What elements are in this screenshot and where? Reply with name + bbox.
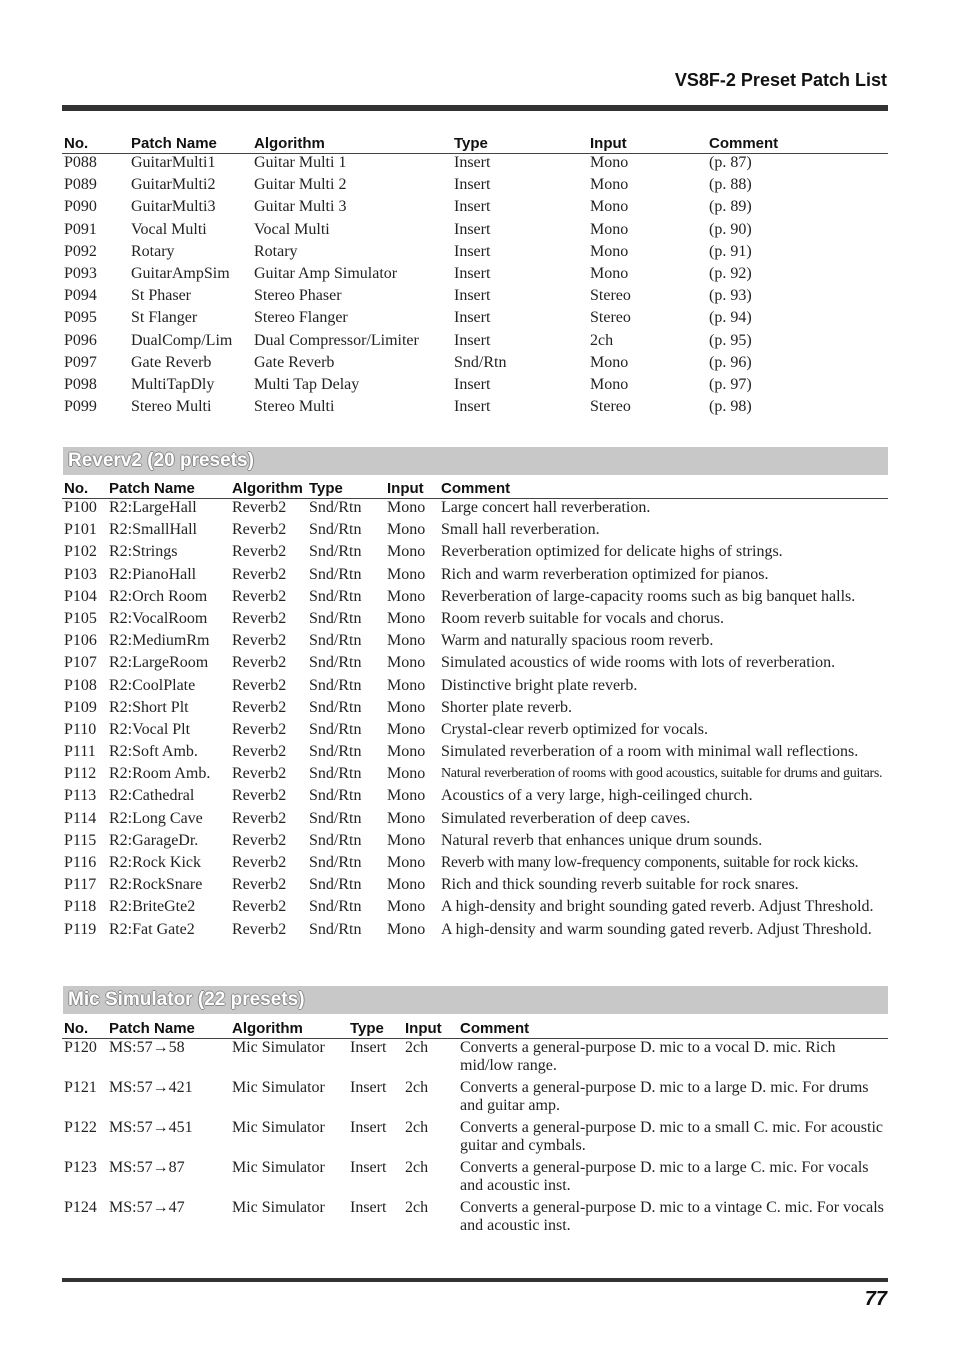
cell-comment: A high-density and bright sounding gated reverb. Adjust Threshold.: [441, 898, 874, 916]
cell-algorithm: Guitar Multi 2: [254, 176, 347, 194]
cell-algorithm: Dual Compressor/Limiter: [254, 331, 419, 349]
cell-algorithm: Mic Simulator: [232, 1159, 325, 1176]
cell-type: Snd/Rtn: [309, 521, 362, 539]
cell-no: P109: [64, 698, 97, 716]
cell-comment: (p. 98): [709, 398, 752, 416]
cell-algorithm: Reverb2: [232, 543, 287, 561]
cell-algorithm: Vocal Multi: [254, 220, 330, 238]
cell-no: P104: [64, 587, 97, 605]
cell-patch-name: R2:Rock Kick: [109, 854, 201, 871]
cell-input: Mono: [387, 920, 426, 938]
cell-type: Snd/Rtn: [309, 698, 362, 716]
cell-no: P116: [64, 854, 97, 871]
cell-input: Mono: [387, 898, 426, 916]
table-row: [62, 610, 888, 632]
cell-comment: Distinctive bright plate reverb.: [441, 676, 638, 694]
cell-type: Snd/Rtn: [309, 743, 362, 761]
cell-patch-name: Stereo Multi: [131, 398, 212, 416]
cell-comment: Large concert hall reverberation.: [441, 499, 651, 516]
cell-input: Mono: [387, 720, 426, 738]
cell-no: P112: [64, 765, 97, 783]
cell-patch-name: R2:Short Plt: [109, 698, 189, 716]
cell-algorithm: Reverb2: [232, 521, 287, 539]
cell-input: Mono: [590, 264, 629, 282]
table-row: [62, 221, 888, 243]
cell-no: P094: [64, 287, 97, 305]
cell-type: Insert: [350, 1119, 387, 1136]
cell-input: Mono: [387, 765, 426, 783]
cell-input: 2ch: [590, 331, 614, 349]
cell-type: Insert: [350, 1079, 387, 1096]
cell-no: P099: [64, 398, 97, 416]
cell-algorithm: Guitar Multi 3: [254, 198, 347, 216]
cell-no: P096: [64, 331, 97, 349]
cell-comment: Small hall reverberation.: [441, 521, 600, 539]
cell-no: P105: [64, 609, 97, 627]
cell-algorithm: Reverb2: [232, 876, 287, 894]
cell-type: Insert: [454, 176, 491, 194]
cell-no: P091: [64, 220, 97, 238]
cell-comment: Reverberation optimized for delicate highs of strings.: [441, 543, 783, 561]
cell-comment: Converts a general-purpose D. mic to a large C. mic. For vocals and acoustic inst.: [460, 1159, 869, 1194]
cell-algorithm: Stereo Multi: [254, 398, 335, 416]
cell-no: P118: [64, 898, 97, 916]
cell-type: Snd/Rtn: [309, 543, 362, 561]
cell-patch-name: St Phaser: [131, 287, 191, 305]
patch-table-reverb2: [62, 478, 888, 943]
cell-type: Insert: [350, 1199, 387, 1216]
cell-input: Mono: [387, 499, 426, 516]
cell-comment: Warm and naturally spacious room reverb.: [441, 632, 714, 650]
cell-patch-name: GuitarAmpSim: [131, 264, 230, 282]
cell-algorithm: Mic Simulator: [232, 1119, 325, 1136]
cell-algorithm: Reverb2: [232, 609, 287, 627]
cell-patch-name: R2:Orch Room: [109, 587, 208, 605]
cell-no: P120: [64, 1039, 97, 1056]
table-row: [62, 898, 888, 920]
table-row: [62, 1119, 888, 1159]
table-row: [62, 398, 888, 420]
cell-algorithm: Mic Simulator: [232, 1039, 325, 1056]
table-row: [62, 1079, 888, 1119]
cell-patch-name: R2:RockSnare: [109, 876, 203, 894]
cell-input: 2ch: [405, 1159, 429, 1176]
cell-no: P095: [64, 309, 97, 327]
cell-patch-name: MS:57→58: [109, 1039, 185, 1056]
cell-patch-name: R2:MediumRm: [109, 632, 210, 650]
table-row: [62, 699, 888, 721]
table-row: [62, 854, 888, 876]
cell-comment: Simulated reverberation of a room with minimal wall reflections.: [441, 743, 859, 761]
cell-comment: Converts a general-purpose D. mic to a vocal D. mic. Rich mid/low range.: [460, 1039, 836, 1074]
cell-no: P103: [64, 565, 97, 583]
cell-patch-name: MS:57→47: [109, 1199, 185, 1216]
cell-patch-name: R2:Strings: [109, 543, 178, 561]
column-header-input: Input: [588, 133, 707, 154]
cell-input: Mono: [387, 809, 426, 827]
column-header-patch-name: Patch Name: [107, 478, 230, 499]
table-row: [62, 921, 888, 943]
cell-patch-name: R2:Soft Amb.: [109, 743, 198, 761]
cell-input: 2ch: [405, 1119, 429, 1136]
cell-patch-name: R2:LargeHall: [109, 499, 197, 516]
cell-no: P098: [64, 375, 97, 393]
table-header-row: [62, 1018, 888, 1039]
table-row: [62, 632, 888, 654]
cell-no: P102: [64, 543, 97, 561]
section-header-reverb2: [63, 447, 888, 475]
cell-input: 2ch: [405, 1039, 429, 1056]
cell-algorithm: Reverb2: [232, 809, 287, 827]
page-number: 77: [864, 1288, 887, 1310]
cell-type: Snd/Rtn: [309, 565, 362, 583]
cell-no: P119: [64, 920, 97, 938]
cell-patch-name: MS:57→421: [109, 1079, 193, 1096]
cell-patch-name: Rotary: [131, 242, 175, 260]
cell-comment: (p. 93): [709, 287, 752, 305]
cell-type: Insert: [454, 398, 491, 416]
cell-type: Snd/Rtn: [309, 676, 362, 694]
cell-input: Mono: [387, 854, 426, 871]
cell-comment: Natural reverb that enhances unique drum sounds.: [441, 831, 763, 849]
table-row: [62, 876, 888, 898]
column-header-type: Type: [348, 1018, 403, 1039]
table-header-row: [62, 478, 888, 499]
cell-patch-name: R2:SmallHall: [109, 521, 197, 539]
cell-no: P114: [64, 809, 97, 827]
cell-comment: (p. 90): [709, 220, 752, 238]
cell-input: Mono: [387, 743, 426, 761]
cell-no: P123: [64, 1159, 97, 1176]
cell-algorithm: Multi Tap Delay: [254, 375, 360, 393]
cell-comment: Room reverb suitable for vocals and chorus.: [441, 609, 725, 627]
cell-input: Mono: [387, 565, 426, 583]
cell-patch-name: R2:Fat Gate2: [109, 920, 195, 938]
cell-input: Mono: [387, 521, 426, 539]
cell-patch-name: R2:VocalRoom: [109, 609, 208, 627]
cell-no: P089: [64, 176, 97, 194]
table-row: [62, 765, 888, 787]
cell-comment: Crystal-clear reverb optimized for vocals.: [441, 720, 708, 738]
cell-algorithm: Rotary: [254, 242, 298, 260]
cell-input: Mono: [590, 154, 629, 171]
table-row: [62, 154, 888, 177]
cell-type: Insert: [454, 309, 491, 327]
cell-algorithm: Reverb2: [232, 898, 287, 916]
cell-comment: Rich and thick sounding reverb suitable for rock snares.: [441, 876, 799, 894]
cell-no: P110: [64, 720, 97, 738]
cell-no: P115: [64, 831, 97, 849]
cell-algorithm: Reverb2: [232, 787, 287, 805]
table-row: [62, 543, 888, 565]
section-title: Mic Simulator (22 presets): [68, 989, 305, 1010]
cell-algorithm: Mic Simulator: [232, 1079, 325, 1096]
cell-input: Stereo: [590, 398, 631, 416]
cell-patch-name: DualComp/Lim: [131, 331, 233, 349]
cell-algorithm: Guitar Amp Simulator: [254, 264, 398, 282]
column-header-algorithm: Algorithm: [252, 133, 452, 154]
top-rule: [62, 105, 888, 111]
column-header-no: No.: [62, 478, 107, 499]
cell-comment: Shorter plate reverb.: [441, 698, 573, 716]
table-row: [62, 743, 888, 765]
cell-algorithm: Mic Simulator: [232, 1199, 325, 1216]
cell-input: Stereo: [590, 309, 631, 327]
cell-algorithm: Reverb2: [232, 565, 287, 583]
column-header-no: No.: [62, 133, 129, 154]
cell-comment: (p. 92): [709, 264, 752, 282]
column-header-comment: Comment: [707, 133, 888, 154]
cell-input: Mono: [590, 176, 629, 194]
column-header-patch-name: Patch Name: [107, 1018, 230, 1039]
cell-comment: (p. 94): [709, 309, 752, 327]
cell-patch-name: GuitarMulti3: [131, 198, 216, 216]
table-row: [62, 588, 888, 610]
table-header-row: [62, 133, 888, 154]
cell-no: P111: [64, 743, 96, 761]
table-row: [62, 376, 888, 398]
cell-algorithm: Guitar Multi 1: [254, 154, 347, 171]
cell-type: Snd/Rtn: [309, 876, 362, 894]
cell-type: Insert: [350, 1159, 387, 1176]
cell-patch-name: MS:57→451: [109, 1119, 193, 1136]
bottom-rule: [62, 1278, 888, 1282]
cell-patch-name: R2:CoolPlate: [109, 676, 196, 694]
column-header-patch-name: Patch Name: [129, 133, 252, 154]
column-header-input: Input: [403, 1018, 458, 1039]
patch-table-general: [62, 133, 888, 420]
cell-type: Snd/Rtn: [309, 632, 362, 650]
cell-type: Insert: [454, 242, 491, 260]
table-row: [62, 1159, 888, 1199]
cell-type: Insert: [454, 154, 491, 171]
cell-input: 2ch: [405, 1079, 429, 1096]
table-row: [62, 332, 888, 354]
cell-algorithm: Reverb2: [232, 920, 287, 938]
cell-input: Stereo: [590, 287, 631, 305]
cell-algorithm: Stereo Phaser: [254, 287, 342, 305]
cell-input: Mono: [387, 654, 426, 672]
cell-no: P088: [64, 154, 97, 171]
cell-comment: Converts a general-purpose D. mic to a large D. mic. For drums and guitar amp.: [460, 1079, 869, 1114]
cell-type: Insert: [454, 375, 491, 393]
table-row: [62, 677, 888, 699]
cell-comment: Converts a general-purpose D. mic to a vintage C. mic. For vocals and acoustic inst.: [460, 1199, 884, 1234]
table-row: [62, 654, 888, 676]
column-header-algorithm: Algorithm: [230, 1018, 348, 1039]
cell-comment: (p. 91): [709, 242, 752, 260]
cell-no: P100: [64, 499, 97, 516]
cell-algorithm: Reverb2: [232, 720, 287, 738]
cell-comment: (p. 89): [709, 198, 752, 216]
table-row: [62, 499, 888, 522]
cell-comment: (p. 96): [709, 353, 752, 371]
cell-no: P090: [64, 198, 97, 216]
cell-type: Snd/Rtn: [309, 787, 362, 805]
cell-type: Snd/Rtn: [309, 809, 362, 827]
table-row: [62, 176, 888, 198]
cell-input: Mono: [387, 876, 426, 894]
cell-algorithm: Reverb2: [232, 654, 287, 672]
page-header-title: VS8F-2 Preset Patch List: [674, 70, 887, 90]
cell-comment: A high-density and warm sounding gated reverb. Adjust Threshold.: [441, 920, 872, 938]
cell-input: Mono: [387, 587, 426, 605]
cell-type: Snd/Rtn: [454, 353, 507, 371]
cell-comment: Reverb with many low-frequency components, suitable for rock kicks.: [441, 854, 859, 871]
cell-patch-name: GuitarMulti1: [131, 154, 216, 171]
cell-no: P122: [64, 1119, 97, 1136]
cell-no: P121: [64, 1079, 97, 1096]
table-row: [62, 1199, 888, 1239]
column-header-algorithm: Algorithm: [230, 478, 307, 499]
cell-comment: (p. 95): [709, 331, 752, 349]
cell-patch-name: MultiTapDly: [131, 375, 215, 393]
cell-no: P101: [64, 521, 97, 539]
table-row: [62, 521, 888, 543]
cell-no: P107: [64, 654, 97, 672]
cell-patch-name: Gate Reverb: [131, 353, 212, 371]
cell-no: P124: [64, 1199, 97, 1216]
cell-no: P113: [64, 787, 97, 805]
cell-input: Mono: [387, 698, 426, 716]
table-row: [62, 265, 888, 287]
cell-input: 2ch: [405, 1199, 429, 1216]
cell-patch-name: R2:Cathedral: [109, 787, 195, 805]
cell-no: P117: [64, 876, 97, 894]
table-row: [62, 243, 888, 265]
cell-algorithm: Gate Reverb: [254, 353, 335, 371]
cell-type: Insert: [454, 287, 491, 305]
cell-comment: Simulated reverberation of deep caves.: [441, 809, 691, 827]
cell-algorithm: Reverb2: [232, 765, 287, 783]
column-header-input: Input: [385, 478, 439, 499]
cell-comment: Reverberation of large-capacity rooms such as big banquet halls.: [441, 587, 856, 605]
cell-type: Snd/Rtn: [309, 587, 362, 605]
cell-patch-name: R2:LargeRoom: [109, 654, 209, 672]
cell-input: Mono: [387, 831, 426, 849]
table-row: [62, 198, 888, 220]
table-row: [62, 287, 888, 309]
table-row: [62, 566, 888, 588]
cell-algorithm: Reverb2: [232, 499, 287, 516]
cell-patch-name: GuitarMulti2: [131, 176, 216, 194]
cell-type: Snd/Rtn: [309, 499, 362, 516]
cell-algorithm: Reverb2: [232, 587, 287, 605]
cell-algorithm: Stereo Flanger: [254, 309, 348, 327]
patch-table-mic-simulator: [62, 1018, 888, 1239]
cell-comment: (p. 87): [709, 154, 752, 171]
cell-algorithm: Reverb2: [232, 854, 287, 871]
cell-type: Snd/Rtn: [309, 720, 362, 738]
cell-patch-name: R2:Long Cave: [109, 809, 203, 827]
cell-no: P092: [64, 242, 97, 260]
cell-patch-name: R2:BriteGte2: [109, 898, 196, 916]
cell-type: Snd/Rtn: [309, 654, 362, 672]
cell-patch-name: R2:Room Amb.: [109, 765, 211, 783]
section-title: Reverv2 (20 presets): [68, 450, 254, 471]
cell-patch-name: R2:PianoHall: [109, 565, 197, 583]
cell-input: Mono: [387, 676, 426, 694]
cell-algorithm: Reverb2: [232, 698, 287, 716]
cell-patch-name: R2:Vocal Plt: [109, 720, 191, 738]
table-row: [62, 1039, 888, 1080]
column-header-comment: Comment: [458, 1018, 888, 1039]
table-row: [62, 810, 888, 832]
cell-comment: Converts a general-purpose D. mic to a small C. mic. For acoustic guitar and cymbals.: [460, 1119, 884, 1154]
cell-type: Snd/Rtn: [309, 765, 362, 783]
cell-type: Snd/Rtn: [309, 920, 362, 938]
table-row: [62, 787, 888, 809]
cell-patch-name: R2:GarageDr.: [109, 831, 199, 849]
table-row: [62, 832, 888, 854]
column-header-no: No.: [62, 1018, 107, 1039]
cell-comment: (p. 97): [709, 375, 752, 393]
cell-no: P106: [64, 632, 97, 650]
cell-comment: Acoustics of a very large, high-ceilinged church.: [441, 787, 753, 805]
cell-input: Mono: [387, 787, 426, 805]
cell-algorithm: Reverb2: [232, 676, 287, 694]
table-row: [62, 354, 888, 376]
table-row: [62, 309, 888, 331]
cell-type: Insert: [454, 264, 491, 282]
cell-no: P093: [64, 264, 97, 282]
cell-algorithm: Reverb2: [232, 831, 287, 849]
cell-comment: Simulated acoustics of wide rooms with lots of reverberation.: [441, 654, 836, 672]
cell-input: Mono: [590, 220, 629, 238]
cell-input: Mono: [590, 198, 629, 216]
cell-type: Snd/Rtn: [309, 831, 362, 849]
column-header-type: Type: [452, 133, 588, 154]
cell-algorithm: Reverb2: [232, 632, 287, 650]
cell-type: Insert: [454, 198, 491, 216]
cell-comment: Natural reverberation of rooms with good acoustics, suitable for drums and guitars.: [441, 766, 883, 782]
cell-type: Snd/Rtn: [309, 854, 362, 871]
cell-comment: Rich and warm reverberation optimized for pianos.: [441, 565, 769, 583]
cell-type: Insert: [350, 1039, 387, 1056]
cell-input: Mono: [590, 242, 629, 260]
cell-type: Insert: [454, 331, 491, 349]
table-row: [62, 721, 888, 743]
cell-type: Insert: [454, 220, 491, 238]
cell-patch-name: Vocal Multi: [131, 220, 207, 238]
cell-input: Mono: [387, 609, 426, 627]
cell-input: Mono: [387, 632, 426, 650]
cell-patch-name: St Flanger: [131, 309, 198, 327]
cell-input: Mono: [387, 543, 426, 561]
cell-type: Snd/Rtn: [309, 609, 362, 627]
column-header-type: Type: [307, 478, 385, 499]
cell-no: P097: [64, 353, 97, 371]
cell-input: Mono: [590, 375, 629, 393]
cell-algorithm: Reverb2: [232, 743, 287, 761]
cell-no: P108: [64, 676, 97, 694]
cell-input: Mono: [590, 353, 629, 371]
cell-patch-name: MS:57→87: [109, 1159, 185, 1176]
section-header-mic-simulator: [63, 986, 888, 1014]
cell-comment: (p. 88): [709, 176, 752, 194]
column-header-comment: Comment: [439, 478, 888, 499]
cell-type: Snd/Rtn: [309, 898, 362, 916]
